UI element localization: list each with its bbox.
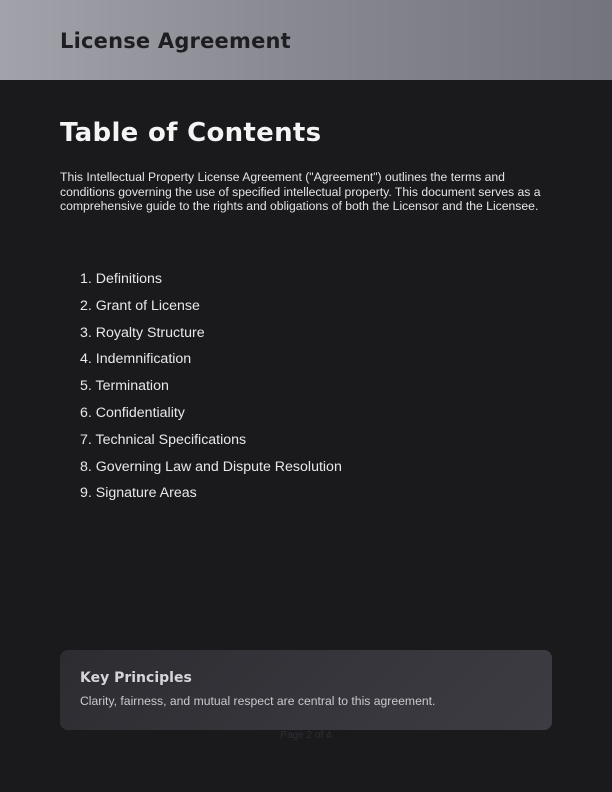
toc-item-signature-areas[interactable]: 9. Signature Areas [80, 485, 197, 502]
toc-list [80, 266, 342, 507]
card-title: Key Principles [80, 670, 192, 686]
toc-item-technical-specifications[interactable]: 7. Technical Specifications [80, 431, 247, 448]
card-text: Clarity, fairness, and mutual respect are central to this agreement. [80, 694, 436, 708]
document-title: License Agreement [60, 29, 291, 53]
toc-item-indemnification[interactable]: 4. Indemnification [80, 351, 192, 368]
toc-heading: Table of Contents [60, 118, 322, 148]
toc-item-termination[interactable]: 5. Termination [80, 378, 169, 395]
key-principles-card [60, 650, 552, 730]
page-header [0, 0, 612, 80]
toc-item-confidentiality[interactable]: 6. Confidentiality [80, 404, 185, 421]
toc-item-definitions[interactable]: 1. Definitions [80, 271, 163, 287]
intro-paragraph: This Intellectual Property License Agreement ("Agreement") outlines the terms and conditions governing the use of specified intellectual property. This document serves as a comprehensive guide to the rights and obligations of both the Licensor and the Licensee. [60, 170, 541, 213]
toc-item-governing-law[interactable]: 8. Governing Law and Dispute Resolution [80, 458, 342, 475]
toc-item-royalty-structure[interactable]: 3. Royalty Structure [80, 324, 205, 341]
toc-item-grant-of-license[interactable]: 2. Grant of License [80, 297, 200, 314]
page-number: Page 2 of 4 [280, 730, 332, 741]
